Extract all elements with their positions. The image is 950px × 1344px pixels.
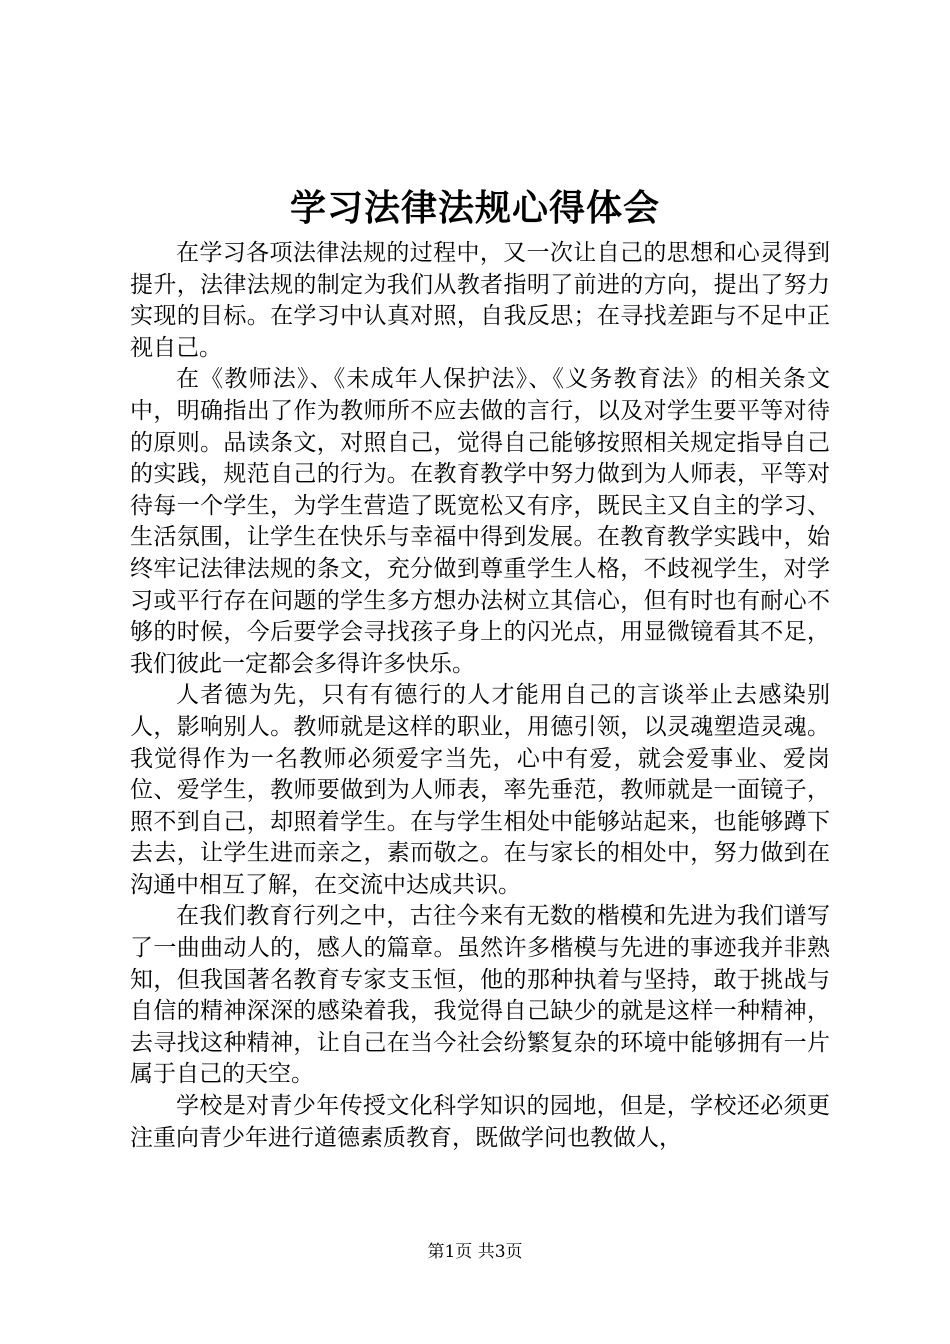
body-paragraph: 学校是对青少年传授文化科学知识的园地，但是，学校还必须更注重向青少年进行道德素质教育，既做学问也教做人， [130,1093,830,1151]
body-paragraph: 在《教师法》、《未成年人保护法》、《义务教育法》的相关条文中，明确指出了作为教师所不应去做的言行，以及对学生要平等对待的原则。品读条文，对照自己，觉得自己能够按照相关规定指导自己的实践，规范自己的行为。在教育教学中努力做到为人师表，平等对待每一个学生，为学生营造了既宽松又有序，既民主又自主的学习、生活氛围，让学生在快乐与幸福中得到发展。在教育教学实践中，始终牢记法律法规的条文，充分做到尊重学生人格，不歧视学生，对学习或平行存在问题的学生多方想办法树立其信心，但有时也有耐心不够的时候，今后要学会寻找孩子身上的闪光点，用显微镜看其不足，我们彼此一定都会多得许多快乐。 [130,366,830,677]
page-footer: 第1页 共3页 [427,1242,523,1262]
document-title: 学习法律法规心得体会 [289,187,660,229]
body-paragraph: 在学习各项法律法规的过程中，又一次让自己的思想和心灵得到提升，法律法规的制定为我们从教者指明了前进的方向，提出了努力实现的目标。在学习中认真对照，自我反思；在寻找差距与不足中正视自己。 [130,240,830,361]
body-paragraph: 人者德为先，只有有德行的人才能用自己的言谈举止去感染别人，影响别人。教师就是这样的职业，用德引领，以灵魂塑造灵魂。我觉得作为一名教师必须爱字当先，心中有爱，就会爱事业、爱岗位、爱学生，教师要做到为人师表，率先垂范，教师就是一面镜子，照不到自己，却照着学生。在与学生相处中能够站起来，也能够蹲下去去，让学生进而亲之，素而敬之。在与家长的相处中，努力做到在沟通中相互了解，在交流中达成共识。 [130,682,830,898]
document-body [130,238,830,1154]
body-paragraph: 在我们教育行列之中，古往今来有无数的楷模和先进为我们谱写了一曲曲动人的，感人的篇章。虽然许多楷模与先进的事迹我并非熟知，但我国著名教育专家支玉恒，他的那种执着与坚持，敢于挑战与自信的精神深深的感染着我，我觉得自己缺少的就是这样一种精神，去寻找这种精神，让自己在当今社会纷繁复杂的环境中能够拥有一片属于自己的天空。 [130,903,830,1088]
